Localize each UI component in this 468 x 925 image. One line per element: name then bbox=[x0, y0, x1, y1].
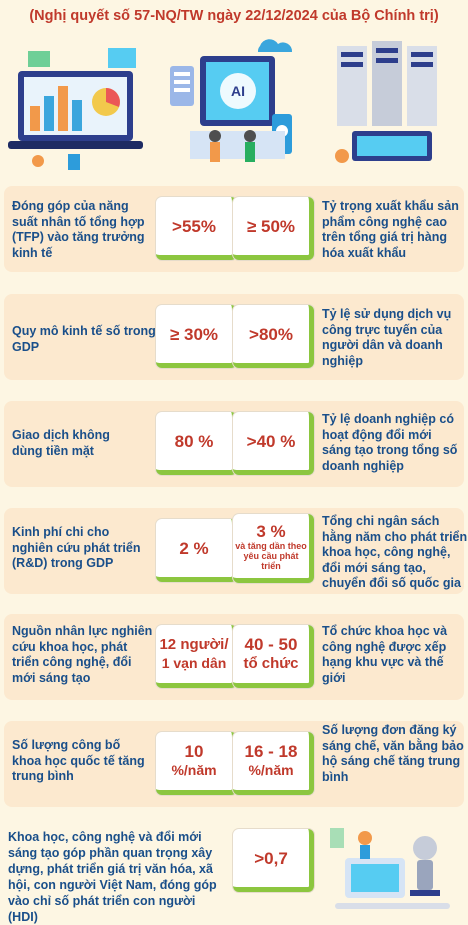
row-3-right-value: >40 % bbox=[246, 431, 296, 451]
row-4-right-card bbox=[233, 514, 314, 583]
row-2-left-value: ≥ 30% bbox=[169, 324, 219, 344]
row-3-right-card bbox=[233, 412, 314, 475]
hdi-label: Khoa học, công nghệ và đổi mới sáng tạo góp phần quan trọng xây dựng, phát triển giá trị văn hóa, xã hội, con người Việt Nam, đóng góp vào chỉ số phát triển con người (HDI) bbox=[8, 830, 217, 924]
row-1-right-value: ≥ 50% bbox=[246, 216, 296, 236]
row-2-right-value: >80% bbox=[249, 324, 293, 344]
row-5-left-value-line1: 12 người/ bbox=[159, 636, 229, 653]
hdi-value: >0,7 bbox=[254, 848, 288, 868]
row-3-left-label: Giao dịch không dùng tiền mặt bbox=[12, 428, 110, 458]
row-4-right-label: Tổng chi ngân sách hằng năm cho phát triển khoa học, công nghệ, đổi mới sáng tạo, chuyển đổi số quốc gia bbox=[322, 514, 468, 590]
row-6-right-value-line2: %/năm bbox=[248, 762, 294, 778]
row-6-right-label: Số lượng đơn đăng ký sáng chế, văn bằng bảo hộ sáng chế tăng trung bình bbox=[322, 723, 464, 784]
row-5-left-card bbox=[156, 625, 237, 688]
row-2-left-label: Quy mô kinh tế số trong GDP bbox=[12, 324, 156, 354]
row-1-left-label: Đóng góp của năng suất nhân tố tổng hợp (TFP) vào tăng trưởng kinh tế bbox=[12, 199, 145, 260]
row-6-left-label: Số lượng công bố khoa học quốc tế tăng trung bình bbox=[12, 738, 145, 783]
row-5-right-card bbox=[233, 625, 314, 688]
row-5-right-value-line2: tổ chức bbox=[243, 655, 299, 672]
indicator-row-1 bbox=[4, 186, 464, 272]
row-1-left-value: >55% bbox=[172, 216, 216, 236]
row-5-right-value-line1: 40 - 50 bbox=[244, 635, 298, 654]
row-5-left-value-line2: 1 vạn dân bbox=[161, 655, 227, 671]
hdi-card bbox=[233, 829, 314, 892]
row-2-right-card bbox=[233, 305, 314, 368]
row-6-right-value-line1: 16 - 18 bbox=[244, 742, 298, 761]
indicator-row-3 bbox=[4, 401, 464, 487]
row-4-right-value-note: và tăng dần theo yêu cầu phát triển bbox=[235, 540, 307, 571]
indicator-row-5 bbox=[4, 614, 464, 700]
row-2-left-card bbox=[156, 305, 237, 368]
row-4-right-value: 3 % bbox=[256, 521, 286, 541]
server-rack-illustration bbox=[322, 36, 462, 176]
row-6-left-card bbox=[156, 732, 237, 795]
indicator-row-6 bbox=[4, 721, 464, 807]
row-1-right-card bbox=[233, 197, 314, 260]
robot-research-illustration bbox=[325, 818, 460, 920]
row-1-right-label: Tỷ trọng xuất khẩu sản phẩm công nghệ cao trên tổng giá trị hàng hóa xuất khẩu bbox=[322, 199, 459, 260]
row-6-left-value-line1: 10 bbox=[184, 742, 204, 761]
row-4-left-label: Kinh phí chi cho nghiên cứu phát triển (R&D) trong GDP bbox=[12, 525, 141, 570]
row-4-left-value: 2 % bbox=[179, 538, 209, 558]
indicator-row-2 bbox=[4, 294, 464, 380]
subtitle: (Nghị quyết số 57-NQ/TW ngày 22/12/2024 của Bộ Chính trị) bbox=[29, 8, 439, 24]
row-2-right-label: Tỷ lệ sử dụng dịch vụ công trực tuyến của người dân và doanh nghiệp bbox=[322, 307, 452, 368]
row-4-left-card bbox=[156, 519, 237, 582]
row-3-left-card bbox=[156, 412, 237, 475]
row-3-right-label: Tỷ lệ doanh nghiệp có hoạt động đổi mới sáng tạo trong tổng số doanh nghiệp bbox=[322, 412, 458, 473]
row-5-left-label: Nguồn nhân lực nghiên cứu khoa học, phát triển công nghệ, đổi mới sáng tạo bbox=[12, 624, 153, 685]
svg-text:AI: AI bbox=[231, 83, 245, 99]
indicator-row-4 bbox=[4, 508, 468, 594]
row-1-left-card bbox=[156, 197, 237, 260]
ai-cloud-technology-illustration bbox=[160, 36, 310, 176]
row-6-left-value-line2: %/năm bbox=[171, 762, 217, 778]
row-5-right-label: Tổ chức khoa học và công nghệ được xếp hạng khu vực và thế giới bbox=[322, 624, 448, 685]
row-3-left-value: 80 % bbox=[174, 431, 214, 451]
row-6-right-card bbox=[233, 732, 314, 795]
laptop-analytics-illustration bbox=[8, 36, 148, 176]
